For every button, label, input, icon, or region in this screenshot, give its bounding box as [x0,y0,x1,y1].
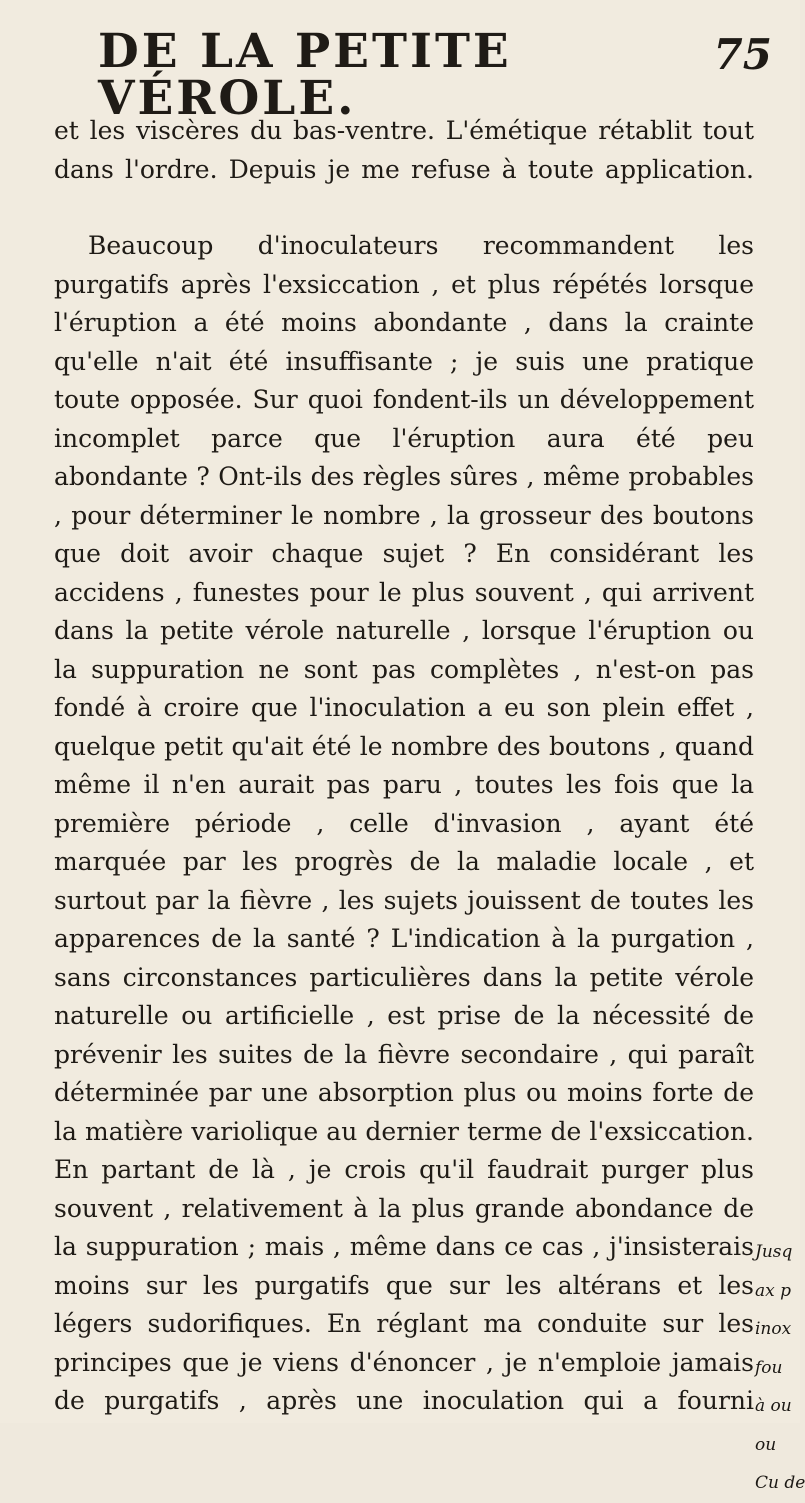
margin-note: Jusq [755,1242,793,1262]
margin-note: fou [755,1357,783,1378]
page-header [98,24,772,126]
margin-note: ax p [755,1280,792,1301]
handwritten-margin-notes [755,1233,805,1503]
page-number: 75 [713,30,772,79]
margin-note: ou [755,1434,777,1455]
margin-note: Cu de [755,1473,805,1493]
paragraph: Beaucoup d'inoculateurs recommandent les purgatifs après l'exsiccation , et plus répétés lorsque l'éruption a été moins abondante , dans la crainte qu'elle n'ait été insuffisante ; je suis une pratique toute opposée. Sur quoi fondent-ils un développement incomplet parce que l'éruption aura été peu abondante ? Ont-ils des règles sûres , même probables , pour déterminer le nombre , la grosseur des boutons que doit avoir chaque sujet ? En considérant les accidens , funestes pour le plus souvent , qui arrivent dans la petite vérole naturelle , lorsque l'éruption ou la suppuration ne sont pas complètes , n'est-on pas fondé à croire que l'inoculation a eu son plein effet , quelque petit qu'ait été le nombre des boutons , quand même il n'en aurait pas paru , toutes les fois que la première période , celle d'invasion , ayant été marquée par les progrès de la maladie locale , et surtout par la fièvre , les sujets jouissent de toutes les apparences de la santé ? L'indication à la purgation , sans circonstances particulières dans la petite vérole naturelle ou artificielle , est prise de la nécessité de prévenir les suites de la fièvre secondaire , qui paraît déterminée par une absorption plus ou moins forte de la matière variolique au dernier terme de l'exsiccation. En partant de là , je crois qu'il faudrait purger plus souvent , relativement à la plus grande abondance de la suppuration ; mais , même dans ce cas , j'insisterais moins sur les purgatifs que sur les altérans et les légers sudorifiques. En réglant ma conduite sur les principes que je viens d'énoncer , je n'emploie jamais de purgatifs , après une inoculation qui a fourni [54,231,754,1415]
running-title: DE LA PETITE VÉROLE. [98,24,512,126]
margin-note: inox [755,1319,792,1339]
paragraph: et les viscères du bas-ventre. L'émétique rétablit tout dans l'ordre. Depuis je me refuse à toute application. [54,116,754,184]
margin-note: à ou [755,1396,792,1416]
body-text [54,112,754,1421]
